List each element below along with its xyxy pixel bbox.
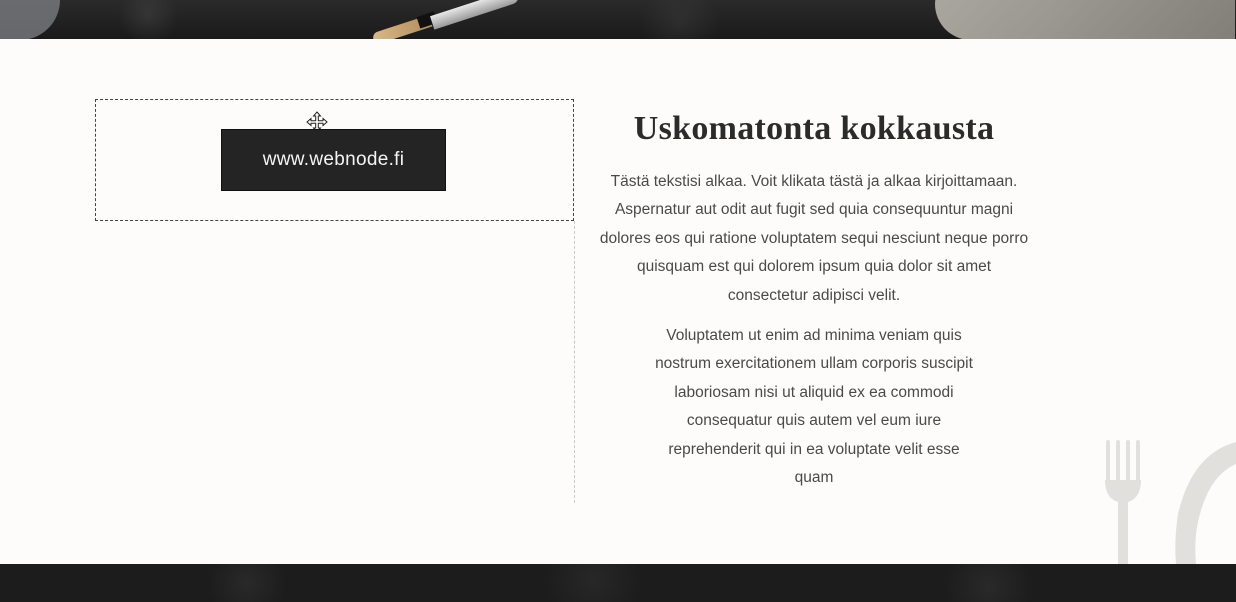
column-divider — [574, 221, 575, 503]
header-background-image — [0, 0, 1236, 39]
fork-plate-icon-svg — [1100, 436, 1236, 564]
body-paragraph-2: Voluptatem ut enim ad minima veniam quis nostrum exercitationem ullam corporis suscipit laboriosam nisi ut aliquid ex ea commodi consequatur quis autem vel eum iure reprehenderit qui in ea voluptate velit esse quam — [655, 327, 973, 487]
webnode-url-button-label: www.webnode.fi — [262, 149, 405, 170]
slate-texture-bottom — [0, 564, 1236, 602]
fork-plate-icon — [1100, 436, 1236, 564]
section-title: Uskomatonta kokkausta — [633, 110, 995, 147]
cloth-right — [935, 0, 1235, 39]
body-paragraph-1: Tästä tekstisi alkaa. Voit klikata tästä ja alkaa kirjoittamaan. Aspernatur aut odit aut fugit sed quia consequuntur magni dolores eos qui ratione voluptatem sequi nesciunt neque porro quisquam est qui dolorem ipsum quia dolor sit amet consectetur adipisci velit. — [599, 173, 1029, 304]
webnode-url-button[interactable] — [221, 129, 446, 191]
footer-background-image — [0, 564, 1236, 602]
